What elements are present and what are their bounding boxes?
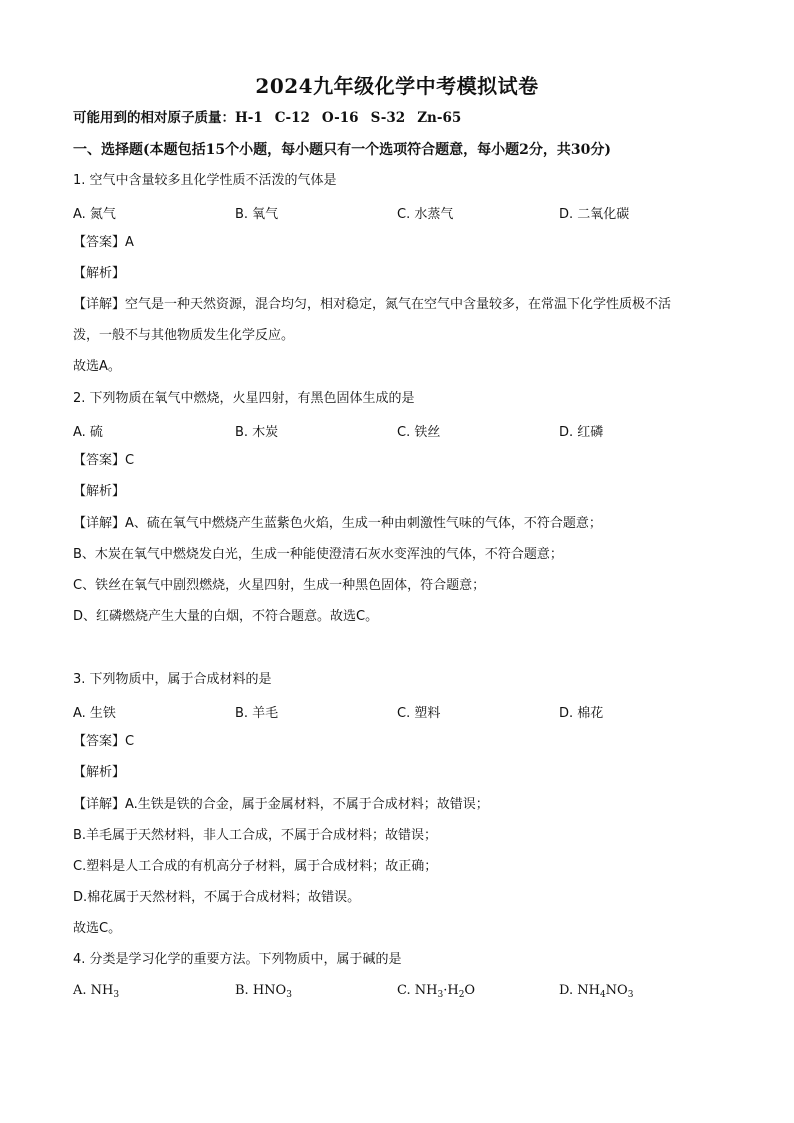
question-4-stem: 4. 分类是学习化学的重要方法。下列物质中，属于碱的是: [73, 952, 402, 967]
atomic-mass-line: [73, 109, 461, 127]
option-b: B. $HNO_3$: [235, 983, 292, 1000]
option-c: C. 水蒸气: [397, 207, 454, 222]
option-a: A. $NH_3$: [73, 983, 120, 1000]
question-1-detail-line: 【详解】空气是一种天然资源，混合均匀，相对稳定，氮气在空气中含量较多，在常温下化学性质极不活: [73, 297, 672, 312]
question-2-analysis: 【解析】: [73, 484, 126, 499]
question-3-detail-line: C.塑料是人工合成的有机高分子材料，属于合成材料；故正确；: [73, 859, 438, 874]
element-h: H-1: [235, 110, 263, 126]
exam-title: 2024九年级化学中考模拟试卷: [255, 74, 539, 98]
option-a: A. 生铁: [73, 706, 116, 721]
element-s: S-32: [370, 110, 406, 126]
option-a: A. 硫: [73, 425, 103, 440]
atomic-mass-label: 可能用到的相对原子质量：: [73, 110, 235, 126]
option-d: D. 棉花: [559, 706, 604, 721]
option-b: B. 羊毛: [235, 706, 279, 721]
question-2-detail-line: B、木炭在氧气中燃烧发白光，生成一种能使澄清石灰水变浑浊的气体，不符合题意；: [73, 547, 563, 562]
question-2-answer: 【答案】C: [73, 453, 135, 468]
question-1-detail-line: 故选A。: [73, 359, 121, 374]
option-d: D. 二氧化碳: [559, 207, 630, 222]
question-2-options: [73, 421, 733, 439]
question-2-stem: 2. 下列物质在氧气中燃烧，火星四射，有黑色固体生成的是: [73, 391, 415, 406]
element-c: C-12: [274, 110, 310, 126]
question-2-detail-line: C、铁丝在氧气中剧烈燃烧，火星四射，生成一种黑色固体，符合题意；: [73, 578, 486, 593]
question-1-options: [73, 203, 733, 221]
option-c: C. $NH_3\cdot H_2O$: [397, 983, 476, 1000]
question-3-analysis: 【解析】: [73, 765, 126, 780]
question-3-answer: 【答案】C: [73, 734, 135, 749]
option-c: C. 铁丝: [397, 425, 441, 440]
section-heading: 一、选择题(本题包括15个小题，每小题只有一个选项符合题意，每小题2分，共30分): [73, 142, 611, 158]
question-3-stem: 3. 下列物质中，属于合成材料的是: [73, 672, 272, 687]
question-3-options: [73, 702, 733, 720]
option-d: D. 红磷: [559, 425, 604, 440]
question-1-answer: 【答案】A: [73, 235, 134, 250]
option-d: D. $NH_4NO_3$: [559, 983, 634, 1000]
question-1-analysis: 【解析】: [73, 266, 126, 281]
element-zn: Zn-65: [417, 110, 462, 126]
element-o: O-16: [321, 110, 359, 126]
option-b: B. 氧气: [235, 207, 279, 222]
question-2-detail-line: 【详解】A、硫在氧气中燃烧产生蓝紫色火焰，生成一种由刺激性气味的气体，不符合题意；: [73, 516, 602, 531]
question-1-detail-line: 泼，一般不与其他物质发生化学反应。: [73, 328, 295, 343]
question-3-detail-line: B.羊毛属于天然材料，非人工合成，不属于合成材料；故错误；: [73, 828, 438, 843]
question-2-detail-line: D、红磷燃烧产生大量的白烟，不符合题意。故选C。: [73, 609, 379, 624]
option-c: C. 塑料: [397, 706, 441, 721]
option-a: A. 氮气: [73, 207, 116, 222]
option-b: B. 木炭: [235, 425, 279, 440]
question-4-options: [73, 983, 733, 1001]
question-3-detail-line: 【详解】A.生铁是铁的合金，属于金属材料，不属于合成材料；故错误；: [73, 797, 489, 812]
question-1-stem: 1. 空气中含量较多且化学性质不活泼的气体是: [73, 173, 337, 188]
question-3-detail-line: D.棉花属于天然材料，不属于合成材料；故错误。: [73, 890, 361, 905]
question-3-detail-line: 故选C。: [73, 921, 122, 936]
